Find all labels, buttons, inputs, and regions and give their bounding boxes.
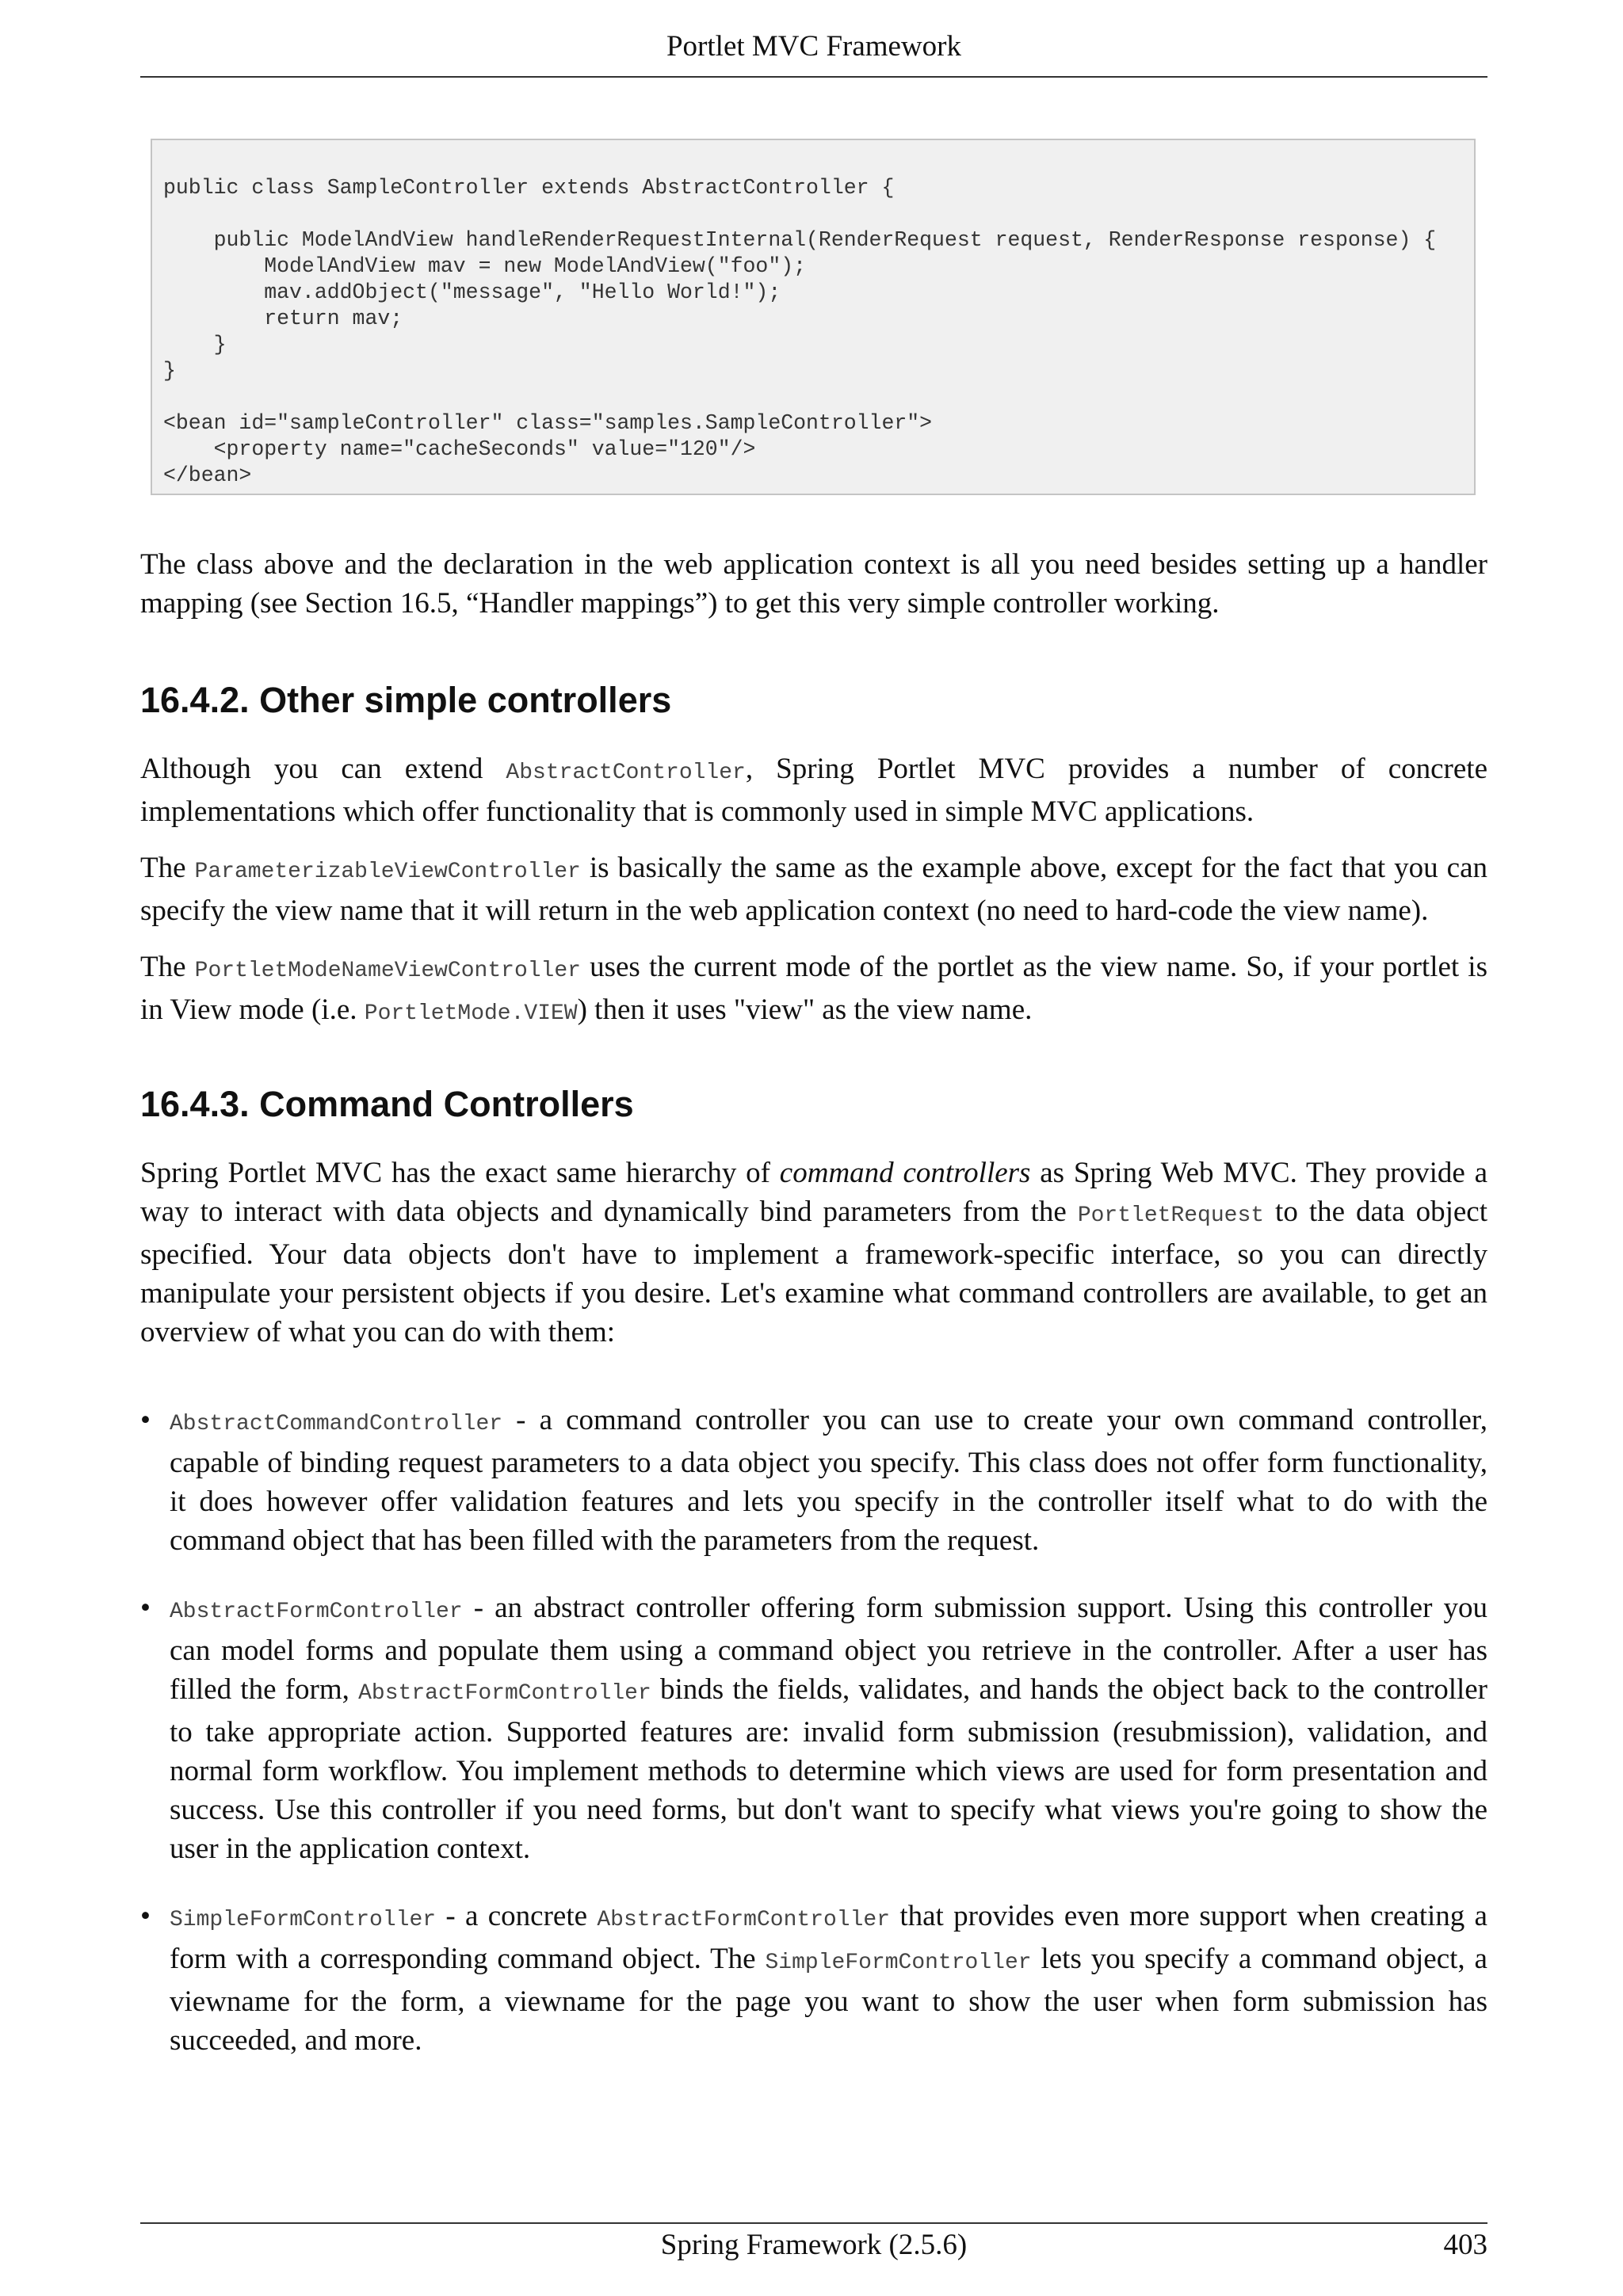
code-line: } bbox=[163, 333, 227, 357]
code-line: } bbox=[163, 359, 176, 383]
class-name: SimpleFormController bbox=[170, 1908, 437, 1932]
code-line: <property name="cacheSeconds" value="120"/> bbox=[163, 437, 756, 461]
text: lets you specify a command object, a viewname for the form, a viewname for the page you want to show the user when form submission has succeeded, and more. bbox=[170, 1943, 1487, 2057]
page-number: 403 bbox=[1443, 2229, 1487, 2261]
class-name: AbstractFormController bbox=[170, 1600, 463, 1624]
bullet: • bbox=[140, 1404, 151, 1436]
code-line: return mav; bbox=[163, 307, 403, 330]
code-line: <bean id="sampleController" class="samples.SampleController"> bbox=[163, 411, 933, 435]
text: - an abstract controller offering form submission support. Using this controller you can model forms and populate them using a command object you retrieve in the controller. After a user has filled the form, bbox=[170, 1592, 1487, 1706]
text: - a command controller you can use to create your own command controller, capable of binding request parameters to a data object you specify. This class does not offer form functionality, it does however offer validation features and lets you specify in the controller itself what to do with the command object that has been filled with the parameters from the request. bbox=[170, 1404, 1487, 1557]
section-heading-16-4-3: 16.4.3. Command Controllers bbox=[140, 1084, 634, 1124]
paragraph bbox=[140, 749, 1487, 831]
code-line: public class SampleController extends AbstractController { bbox=[163, 176, 895, 200]
paragraph bbox=[140, 1154, 1487, 1352]
main-content bbox=[140, 545, 1487, 2060]
emphasis: command controllers bbox=[779, 1157, 1031, 1189]
class-name: SimpleFormController bbox=[765, 1951, 1032, 1975]
code-line bbox=[163, 384, 1474, 410]
text: Although you can extend bbox=[140, 753, 506, 785]
text: as Spring Web MVC. They provide a way to interact with data objects and dynamically bind parameters from the bbox=[140, 1157, 1487, 1228]
text: Spring Portlet MVC has the exact same hierarchy of bbox=[140, 1157, 780, 1189]
text: , Spring Portlet MVC provides a number of concrete implementations which offer functionality that is commonly used in simple MVC applications. bbox=[140, 753, 1487, 828]
text: The bbox=[140, 951, 195, 983]
class-name: AbstractFormController bbox=[358, 1681, 651, 1706]
text: that provides even more support when creating a form with a corresponding command object. The bbox=[170, 1900, 1487, 1975]
text: binds the fields, validates, and hands the object back to the controller to take appropriate action. Supported features are: invalid form submission (resubmission), validation, and normal form workflow. You implement methods to determine which views are used for form presentation and success. Use this controller if you need forms, but don't want to specify what views you're going to show the user in the application context. bbox=[170, 1673, 1488, 1865]
list-item bbox=[140, 1897, 1487, 2060]
code-line: mav.addObject("message", "Hello World!"); bbox=[163, 280, 781, 304]
text: ) then it uses "view" as the view name. bbox=[577, 994, 1033, 1026]
section-heading-16-4-2: 16.4.2. Other simple controllers bbox=[140, 680, 672, 720]
paragraph bbox=[140, 948, 1487, 1033]
code-listing bbox=[151, 139, 1476, 495]
text: The bbox=[140, 852, 195, 884]
bullet: • bbox=[140, 1592, 151, 1624]
footer-rule bbox=[140, 2222, 1487, 2224]
text: uses the current mode of the portlet as the view name. So, if your portlet is in View mode (i.e. bbox=[140, 951, 1487, 1026]
class-name: ParameterizableViewController bbox=[194, 860, 581, 884]
class-name: AbstractFormController bbox=[597, 1908, 891, 1932]
bullet: • bbox=[140, 1900, 151, 1932]
intro-paragraph: The class above and the declaration in the web application context is all you need besides setting up a handler mapping (see Section 16.5, “Handler mappings”) to get this very simple controller working. bbox=[140, 548, 1487, 620]
running-header: Portlet MVC Framework bbox=[666, 30, 962, 63]
code-line bbox=[163, 201, 1474, 227]
header-rule bbox=[140, 76, 1487, 78]
code-line: public ModelAndView handleRenderRequestInternal(RenderRequest request, RenderResponse response) { bbox=[163, 228, 1437, 252]
text: is basically the same as the example above, except for the fact that you can specify the view name that it will return in the web application context (no need to hard-code the view name). bbox=[140, 852, 1487, 927]
list-item bbox=[140, 1589, 1487, 1868]
code-line: </bean> bbox=[163, 463, 252, 487]
class-name: PortletRequest bbox=[1077, 1203, 1265, 1228]
text: - a concrete bbox=[436, 1900, 598, 1932]
class-name: AbstractController bbox=[506, 761, 746, 785]
list-item bbox=[140, 1401, 1487, 1560]
running-footer: Spring Framework (2.5.6) bbox=[660, 2229, 968, 2261]
class-name: AbstractCommandController bbox=[170, 1412, 503, 1436]
controller-list bbox=[140, 1401, 1487, 2060]
constant-name: PortletMode.VIEW bbox=[364, 1001, 578, 1026]
class-name: PortletModeNameViewController bbox=[194, 959, 581, 983]
text: to the data object specified. Your data objects don't have to implement a framework-specific interface, so you can directly manipulate your persistent objects if you desire. Let's examine what command controllers are available, to get an overview of what you can do with them: bbox=[140, 1196, 1488, 1348]
code-line: ModelAndView mav = new ModelAndView("foo"); bbox=[163, 254, 807, 278]
paragraph bbox=[140, 849, 1487, 930]
